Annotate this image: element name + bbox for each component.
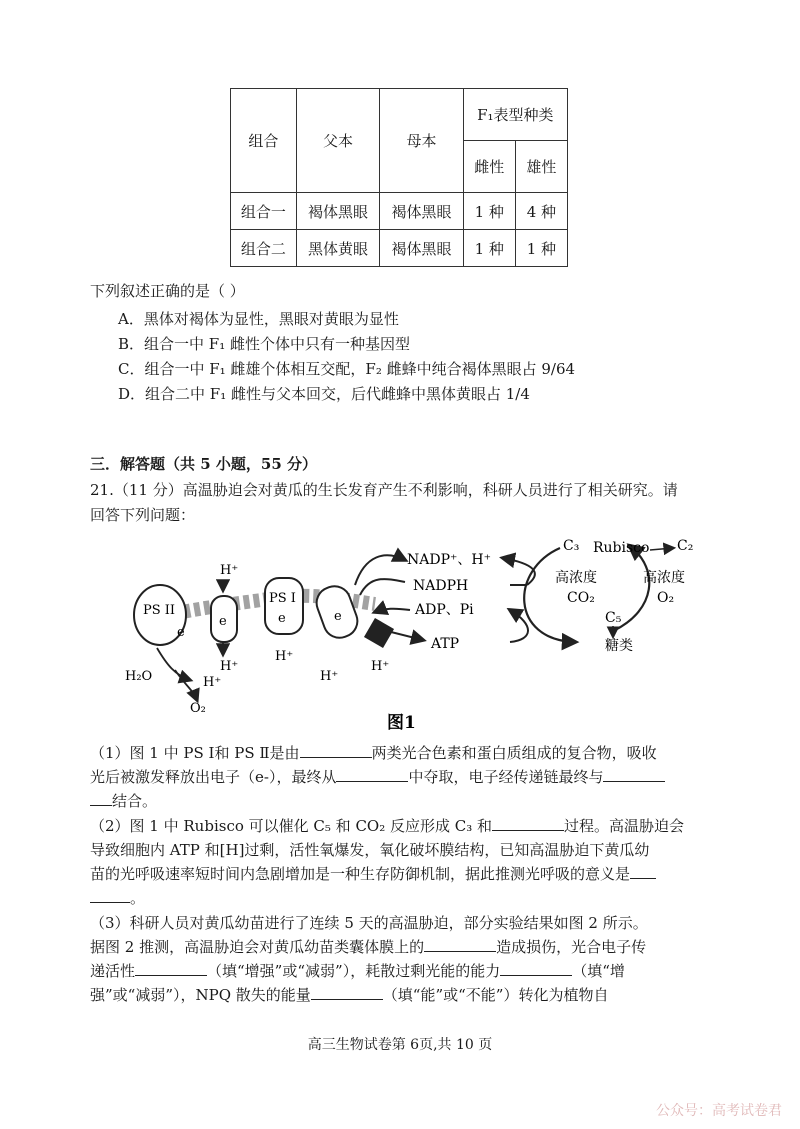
header-male: 雄性 [515,141,567,193]
q21-part3-line4: 强”或“减弱”），NPQ 散失的能量 （填“能”或“不能”）转化为植物自 [90,986,609,1004]
header-f1: F₁表型种类 [463,89,567,141]
cell-combo: 组合二 [231,230,297,267]
high-conc-o2-label: 高浓度 [643,570,685,586]
cell-mother: 褐体黑眼 [380,193,463,230]
answer-blank[interactable] [630,864,656,879]
q21-part2-line4: 。 [90,886,720,910]
q21-part3-line2: 据图 2 推测，高温胁迫会对黄瓜幼苗类囊体膜上的 造成损伤，光合电子传 [90,938,647,956]
cell-male: 1 种 [515,230,567,267]
proton-label: H⁺ [203,675,222,690]
sugar-label: 糖类 [605,638,633,654]
answer-blank[interactable] [424,937,496,952]
answer-blank[interactable] [500,961,572,976]
option-a: A．黑体对褐体为显性，黑眼对黄眼为显性 [118,310,399,328]
header-mother: 母本 [380,89,463,193]
answer-blank[interactable] [300,743,372,758]
c3-label: C₃ [563,538,580,554]
proton-label: H⁺ [220,659,239,674]
cell-female: 1 种 [463,193,515,230]
electron-label: e [177,625,185,640]
q21-part2: （2）图 1 中 Rubisco 可以催化 C₅ 和 CO₂ 反应形成 C₃ 和 过程。高温胁迫会 [90,817,685,835]
q21-part3: （3）科研人员对黄瓜幼苗进行了连续 5 天的高温胁迫，部分实验结果如图 2 所示。 [90,914,648,932]
cell-father: 黑体黄眼 [296,230,379,267]
c2-label: C₂ [677,538,694,554]
table-row [231,230,568,267]
q21-line1: 21.（11 分）高温胁迫会对黄瓜的生长发育产生不利影响，科研人员进行了相关研究。请 [90,481,678,499]
figure-caption: 图1 [387,713,416,733]
q21-part1-line3: 结合。 [90,789,720,813]
section-title: 三．解答题（共 5 小题，55 分） [90,455,317,473]
co2-label: CO₂ [567,590,595,606]
q21-part1: （1）图 1 中 PS Ⅰ和 PS Ⅱ是由 两类光合色素和蛋白质组成的复合物，吸收 [90,744,657,762]
q21-part1-line2: 光后被激发释放出电子（e-），最终从 中夺取，电子经传递链最终与 [90,765,720,789]
cross-result-table [230,88,568,267]
proton-label: H⁺ [220,563,239,578]
answer-blank[interactable] [90,888,130,903]
proton-label: H⁺ [371,659,390,674]
atp-synthase [364,618,394,648]
q21-part2-line2: 导致细胞内 ATP 和[H]过剩，活性氧爆发，氧化破坏膜结构，已知高温胁迫下黄瓜幼 [90,841,650,859]
electron-label: e [334,609,342,624]
header-father: 父本 [296,89,379,193]
header-female: 雌性 [463,141,515,193]
cell-combo: 组合一 [231,193,297,230]
electron-label: e [278,611,286,626]
proton-label: H⁺ [275,649,294,664]
cell-father: 褐体黑眼 [296,193,379,230]
high-conc-co2-label: 高浓度 [555,570,597,586]
cell-male: 4 种 [515,193,567,230]
answer-blank[interactable] [90,791,112,806]
rubisco-label: Rubisco [593,540,650,556]
ps1-label: PS I [269,591,296,606]
option-c: C．组合一中 F₁ 雌雄个体相互交配，F₂ 雌蜂中纯合褐体黑眼占 9/64 [118,360,576,378]
q21-part3-line3: 递活性 （填“增强”或“减弱”），耗散过剩光能的能力 （填“增 [90,962,625,980]
answer-blank[interactable] [135,961,207,976]
nadph-label: NADPH [413,578,469,594]
figure-1-photosynthesis [115,530,715,735]
cell-mother: 褐体黑眼 [380,230,463,267]
header-combo: 组合 [231,89,297,193]
watermark: 公众号：高考试卷君 [656,1103,782,1119]
o2-label: O₂ [657,590,675,606]
cell-female: 1 种 [463,230,515,267]
table-row [231,193,568,230]
answer-blank[interactable] [311,985,383,1000]
nadp-label: NADP⁺、H⁺ [407,552,491,568]
c5-label: C₅ [605,610,622,626]
oxygen-label: O₂ [190,701,206,716]
answer-blank[interactable] [603,767,665,782]
adp-label: ADP、Pi [415,602,474,618]
page-footer: 高三生物试卷第 6页,共 10 页 [307,1037,493,1053]
water-label: H₂O [125,669,153,684]
atp-label: ATP [431,636,460,652]
question-stem: 下列叙述正确的是（ ） [90,282,245,300]
option-d: D．组合二中 F₁ 雌性与父本回交，后代雌蜂中黑体黄眼占 1/4 [118,385,530,403]
q21-part2-line3: 苗的光呼吸速率短时间内急剧增加是一种生存防御机制，据此推测光呼吸的意义是 [90,862,720,886]
ps2-label: PS II [143,603,176,618]
answer-blank[interactable] [492,816,564,831]
proton-label: H⁺ [320,669,339,684]
q21-line2: 回答下列问题： [90,506,196,524]
answer-blank[interactable] [336,767,408,782]
option-b: B．组合一中 F₁ 雌性个体中只有一种基因型 [118,335,410,353]
electron-label: e [219,614,227,629]
